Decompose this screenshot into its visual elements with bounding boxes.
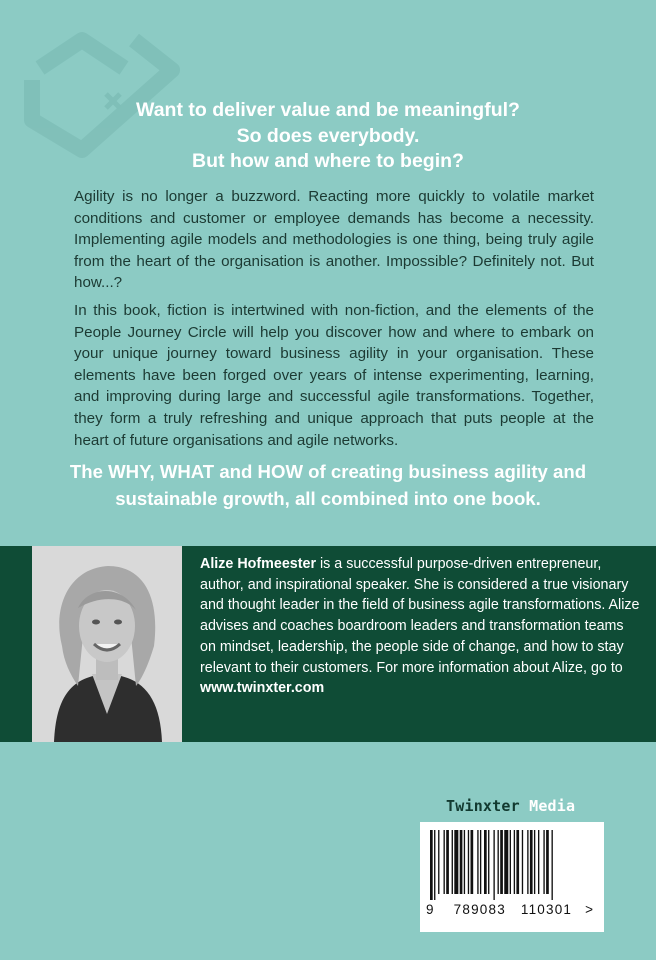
barcode-bar: [464, 830, 465, 894]
barcode-bar: [452, 830, 453, 894]
headline-line-2: So does everybody.: [236, 124, 420, 147]
barcode-bar: [527, 830, 528, 894]
isbn-group-1: 789083: [453, 902, 506, 917]
tagline-line-2: sustainable growth, all combined into one book.: [115, 488, 541, 509]
author-bio: [200, 554, 640, 699]
barcode-bar: [471, 830, 474, 894]
portrait-illustration: [32, 546, 182, 742]
headline: [0, 98, 656, 175]
barcode-bar: [430, 830, 433, 900]
headline-line-3: But how and where to begin?: [192, 150, 464, 172]
barcode-bar: [477, 830, 478, 894]
barcode-bar: [514, 830, 515, 894]
barcode-bars-icon: [430, 830, 594, 900]
tagline: [0, 458, 656, 512]
barcode-bar: [454, 830, 458, 894]
barcode-bar: [493, 830, 494, 900]
tagline-line-1: The WHY, WHAT and HOW of creating business agility and: [69, 461, 587, 482]
isbn-end-mark: >: [585, 902, 595, 917]
barcode-bar: [446, 830, 449, 894]
barcode-bar: [530, 830, 533, 894]
barcode-bar: [534, 830, 535, 894]
barcode-bar: [498, 830, 499, 894]
barcode-bar: [480, 830, 481, 894]
barcode-bar: [516, 830, 519, 894]
publisher-logo: [446, 797, 575, 815]
barcode-bar: [468, 830, 469, 894]
headline-line-1: Want to deliver value and be meaningful?: [136, 99, 520, 121]
barcode-bar: [488, 830, 489, 894]
author-website-link[interactable]: www.twinxter.com: [200, 680, 325, 697]
author-bio-text: is a successful purpose-driven entrepreneur, author, and inspirational speaker. She is considered a true visionary and thought leader in the field of business agile transformations. Alize advises and coaches boardroom leaders and transformation teams on mindset, leadership, the people side of change, and how to stay relevant to their customers. For more information about Alize, go to: [200, 556, 640, 676]
isbn-first-digit: 9: [426, 902, 435, 917]
isbn-group-2: 110301: [520, 902, 573, 917]
body-paragraph-2: In this book, fiction is intertwined with non-fiction, and the elements of the People Journey Circle will help you discover how and where to embark on your unique journey toward business agility in your organisation. These elements have been forged over years of intense experimenting, learning, and improving during large and successful agile transformations. Together, they form a truly refreshing and unique approach that puts people at the heart of future organisations and agile networks.: [74, 302, 594, 449]
barcode-bar: [510, 830, 511, 894]
barcode-bar: [460, 830, 463, 894]
barcode-bar: [504, 830, 508, 894]
author-portrait-photo: [32, 546, 182, 742]
publisher-name-part-2: Media: [529, 797, 576, 815]
barcode-bar: [522, 830, 523, 894]
barcode-bar: [552, 830, 553, 900]
barcode-bar: [538, 830, 539, 894]
body-paragraph-1: Agility is no longer a buzzword. Reacting more quickly to volatile market conditions and customer or employee demands has become a necessity. Implementing agile models and methodologies is one thing, being truly agile from the heart of the organisation is another. Impossible? Definitely not. But how...?: [74, 188, 594, 292]
author-band: [0, 546, 656, 742]
isbn-number: [426, 902, 602, 917]
barcode-bar: [434, 830, 435, 900]
barcode-bar: [438, 830, 439, 894]
author-name: Alize Hofmeester: [200, 556, 317, 572]
barcode-bar: [484, 830, 487, 894]
publisher-name-part-1: Twinxter: [446, 797, 520, 815]
isbn-barcode: [420, 822, 604, 932]
barcode-bar: [543, 830, 544, 894]
barcode-bar: [500, 830, 503, 894]
barcode-bar: [444, 830, 445, 894]
barcode-bar: [546, 830, 549, 894]
